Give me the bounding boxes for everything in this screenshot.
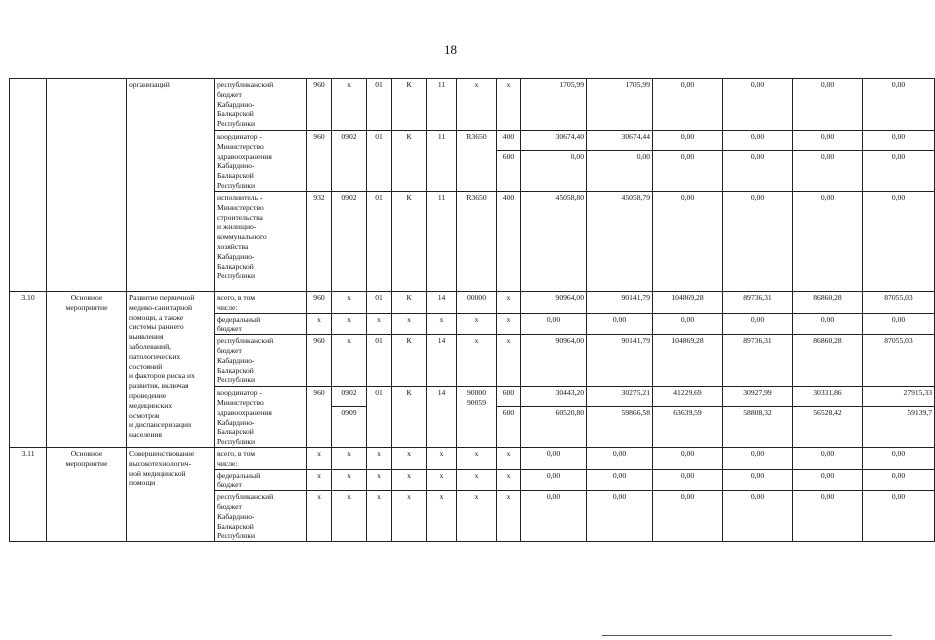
amount-cell-2: 90141,79	[587, 292, 653, 314]
amount-cell-5: 0,00	[793, 192, 863, 292]
direction-code-cell: 90000 90059	[457, 387, 497, 448]
amount-cell-1: 0,00	[521, 313, 587, 335]
grbs-code-cell: 932	[307, 192, 332, 292]
program-code-cell: 01	[367, 335, 392, 387]
amount-cell-2: 30674,44	[587, 131, 653, 151]
program-code-cell: 01	[367, 192, 392, 292]
amount-cell-1: 1705,99	[521, 79, 587, 131]
event-code-cell: 14	[427, 335, 457, 387]
subprogram-code-cell: К	[392, 292, 427, 314]
grbs-code-cell: 960	[307, 79, 332, 131]
amount-cell-2: 0,00	[587, 491, 653, 542]
grbs-code-cell: x	[307, 491, 332, 542]
direction-code-cell: x	[457, 79, 497, 131]
amount-cell-2: 0,00	[587, 469, 653, 491]
amount-cell-6: 0,00	[863, 447, 935, 469]
vr-code-cell: x	[497, 313, 521, 335]
amount-cell-1: 90964,00	[521, 335, 587, 387]
amount-cell-3: 0,00	[653, 469, 723, 491]
program-code-cell: 01	[367, 292, 392, 314]
program-code-cell: x	[367, 447, 392, 469]
amount-cell-6: 0,00	[863, 491, 935, 542]
event-type-cell	[47, 79, 127, 292]
program-code-cell: x	[367, 469, 392, 491]
amount-cell-3: 0,00	[653, 79, 723, 131]
amount-cell-2: 45058,79	[587, 192, 653, 292]
table-row	[10, 292, 935, 314]
event-name-cell: организаций	[127, 79, 215, 292]
event-code-cell: 11	[427, 192, 457, 292]
funding-source-cell: федеральный бюджет	[215, 313, 307, 335]
direction-code-cell: x	[457, 313, 497, 335]
subprogram-code-cell: К	[392, 131, 427, 192]
vr-code-cell: x	[497, 447, 521, 469]
amount-cell-3: 0,00	[653, 131, 723, 151]
amount-cell-4: 89736,31	[723, 292, 793, 314]
amount-cell-4: 0,00	[723, 447, 793, 469]
amount-cell-4: 0,00	[723, 79, 793, 131]
funding-source-cell: координатор - Министерство здравоохранения Кабардино- Балкарской Республики	[215, 131, 307, 192]
amount-cell-5: 0,00	[793, 469, 863, 491]
rzpr-code-cell: x	[332, 292, 367, 314]
amount-cell-4: 0,00	[723, 192, 793, 292]
event-code-cell: 11	[427, 79, 457, 131]
amount-cell-6: 87055,03	[863, 292, 935, 314]
program-code-cell: 01	[367, 387, 392, 448]
amount-cell-1: 0,00	[521, 447, 587, 469]
amount-cell-6: 0,00	[863, 313, 935, 335]
grbs-code-cell: 960	[307, 131, 332, 192]
amount-cell-4: 0,00	[723, 151, 793, 192]
grbs-code-cell: x	[307, 447, 332, 469]
amount-cell-5: 0,00	[793, 79, 863, 131]
amount-cell-4: 0,00	[723, 313, 793, 335]
vr-code-cell: 400	[497, 192, 521, 292]
funding-source-cell: федеральный бюджет	[215, 469, 307, 491]
funding-source-cell: всего, в том числе:	[215, 292, 307, 314]
event-code-cell: x	[427, 313, 457, 335]
amount-cell-5: 56528,42	[793, 407, 863, 448]
subprogram-code-cell: К	[392, 192, 427, 292]
amount-cell-5: 0,00	[793, 313, 863, 335]
vr-code-cell: x	[497, 335, 521, 387]
event-name-cell: Развитие первичной медико-санитарной помощи, а также системы раннего выявления заболеваний, патологических состояний и факторов риска их развития, включая проведение медицинских осмотров и диспансеризации населения	[127, 292, 215, 448]
subprogram-code-cell: x	[392, 469, 427, 491]
program-code-cell: 01	[367, 79, 392, 131]
page-number: 18	[444, 42, 457, 57]
amount-cell-3: 41229,69	[653, 387, 723, 407]
amount-cell-3: 0,00	[653, 447, 723, 469]
amount-cell-4: 30927,99	[723, 387, 793, 407]
amount-cell-3: 0,00	[653, 151, 723, 192]
funding-source-cell: республиканский бюджет Кабардино- Балкарской Республики	[215, 335, 307, 387]
amount-cell-6: 0,00	[863, 469, 935, 491]
event-code-cell: 11	[427, 131, 457, 192]
vr-code-cell: 600	[497, 407, 521, 448]
funding-source-cell: исполнитель - Министерство строительства и жилищно- коммунального хозяйства Кабардино- Балкарской Республики	[215, 192, 307, 292]
amount-cell-5: 0,00	[793, 491, 863, 542]
amount-cell-4: 58808,32	[723, 407, 793, 448]
grbs-code-cell: 960	[307, 292, 332, 314]
subprogram-code-cell: x	[392, 447, 427, 469]
direction-code-cell: x	[457, 447, 497, 469]
vr-code-cell: 600	[497, 151, 521, 192]
table-row	[10, 447, 935, 469]
amount-cell-6: 87055,03	[863, 335, 935, 387]
grbs-code-cell: 960	[307, 335, 332, 387]
vr-code-cell: 600	[497, 387, 521, 407]
amount-cell-6: 0,00	[863, 131, 935, 151]
funding-source-cell: республиканский бюджет Кабардино- Балкарской Республики	[215, 79, 307, 131]
amount-cell-1: 30443,20	[521, 387, 587, 407]
vr-code-cell: x	[497, 292, 521, 314]
direction-code-cell: R3650	[457, 192, 497, 292]
amount-cell-1: 30674,40	[521, 131, 587, 151]
rzpr-code-cell: x	[332, 335, 367, 387]
amount-cell-5: 86860,28	[793, 335, 863, 387]
amount-cell-2: 0,00	[587, 313, 653, 335]
amount-cell-6: 0,00	[863, 151, 935, 192]
vr-code-cell: x	[497, 469, 521, 491]
row-number-cell	[10, 79, 47, 292]
rzpr-code-cell: x	[332, 447, 367, 469]
amount-cell-4: 89736,31	[723, 335, 793, 387]
amount-cell-5: 0,00	[793, 447, 863, 469]
amount-cell-4: 0,00	[723, 491, 793, 542]
amount-cell-4: 0,00	[723, 469, 793, 491]
vr-code-cell: x	[497, 491, 521, 542]
funding-source-cell: координатор - Министерство здравоохранения Кабардино- Балкарской Республики	[215, 387, 307, 448]
amount-cell-1: 0,00	[521, 469, 587, 491]
direction-code-cell: x	[457, 335, 497, 387]
amount-cell-3: 0,00	[653, 313, 723, 335]
budget-table	[9, 78, 935, 542]
funding-source-cell: республиканский бюджет Кабардино- Балкарской Республики	[215, 491, 307, 542]
row-number-cell: 3.10	[10, 292, 47, 448]
amount-cell-1: 45058,80	[521, 192, 587, 292]
rzpr-code-cell: 0902	[332, 192, 367, 292]
program-code-cell: x	[367, 491, 392, 542]
amount-cell-3: 104869,28	[653, 292, 723, 314]
amount-cell-6: 59139,7	[863, 407, 935, 448]
amount-cell-5: 0,00	[793, 151, 863, 192]
event-type-cell: Основное мероприятие	[47, 447, 127, 541]
grbs-code-cell: x	[307, 469, 332, 491]
amount-cell-2: 0,00	[587, 447, 653, 469]
rzpr-code-cell: x	[332, 313, 367, 335]
amount-cell-1: 90964,00	[521, 292, 587, 314]
funding-source-cell: всего, в том числе:	[215, 447, 307, 469]
subprogram-code-cell: x	[392, 313, 427, 335]
event-type-cell: Основное мероприятие	[47, 292, 127, 448]
event-code-cell: x	[427, 491, 457, 542]
subprogram-code-cell: К	[392, 387, 427, 448]
amount-cell-5: 30331,86	[793, 387, 863, 407]
rzpr-code-cell: 0902	[332, 131, 367, 192]
event-code-cell: 14	[427, 387, 457, 448]
vr-code-cell: x	[497, 79, 521, 131]
table-row	[10, 79, 935, 131]
rzpr-code-cell: x	[332, 491, 367, 542]
amount-cell-2: 59866,58	[587, 407, 653, 448]
subprogram-code-cell: К	[392, 79, 427, 131]
grbs-code-cell: x	[307, 313, 332, 335]
amount-cell-6: 0,00	[863, 192, 935, 292]
grbs-code-cell: 960	[307, 387, 332, 448]
amount-cell-2: 90141,79	[587, 335, 653, 387]
amount-cell-3: 63639,59	[653, 407, 723, 448]
direction-code-cell: R3650	[457, 131, 497, 192]
rzpr-code-cell: 0902	[332, 387, 367, 407]
amount-cell-2: 0,00	[587, 151, 653, 192]
row-number-cell: 3.11	[10, 447, 47, 541]
rzpr-code-cell: 0909	[332, 407, 367, 448]
amount-cell-5: 86860,28	[793, 292, 863, 314]
direction-code-cell: x	[457, 469, 497, 491]
amount-cell-5: 0,00	[793, 131, 863, 151]
amount-cell-1: 0,00	[521, 151, 587, 192]
amount-cell-3: 0,00	[653, 491, 723, 542]
amount-cell-3: 0,00	[653, 192, 723, 292]
rzpr-code-cell: x	[332, 469, 367, 491]
subprogram-code-cell: К	[392, 335, 427, 387]
event-code-cell: x	[427, 447, 457, 469]
amount-cell-2: 30275,21	[587, 387, 653, 407]
amount-cell-3: 104869,28	[653, 335, 723, 387]
program-code-cell: x	[367, 313, 392, 335]
direction-code-cell: x	[457, 491, 497, 542]
event-name-cell: Совершенствование высокотехнологич- ной медицинской помощи	[127, 447, 215, 541]
amount-cell-1: 0,00	[521, 491, 587, 542]
amount-cell-6: 27915,33	[863, 387, 935, 407]
direction-code-cell: 00000	[457, 292, 497, 314]
event-code-cell: x	[427, 469, 457, 491]
amount-cell-2: 1705,99	[587, 79, 653, 131]
subprogram-code-cell: x	[392, 491, 427, 542]
program-code-cell: 01	[367, 131, 392, 192]
amount-cell-6: 0,00	[863, 79, 935, 131]
event-code-cell: 14	[427, 292, 457, 314]
rzpr-code-cell: x	[332, 79, 367, 131]
amount-cell-4: 0,00	[723, 131, 793, 151]
footnote-divider	[602, 635, 892, 636]
vr-code-cell: 400	[497, 131, 521, 151]
amount-cell-1: 60520,80	[521, 407, 587, 448]
